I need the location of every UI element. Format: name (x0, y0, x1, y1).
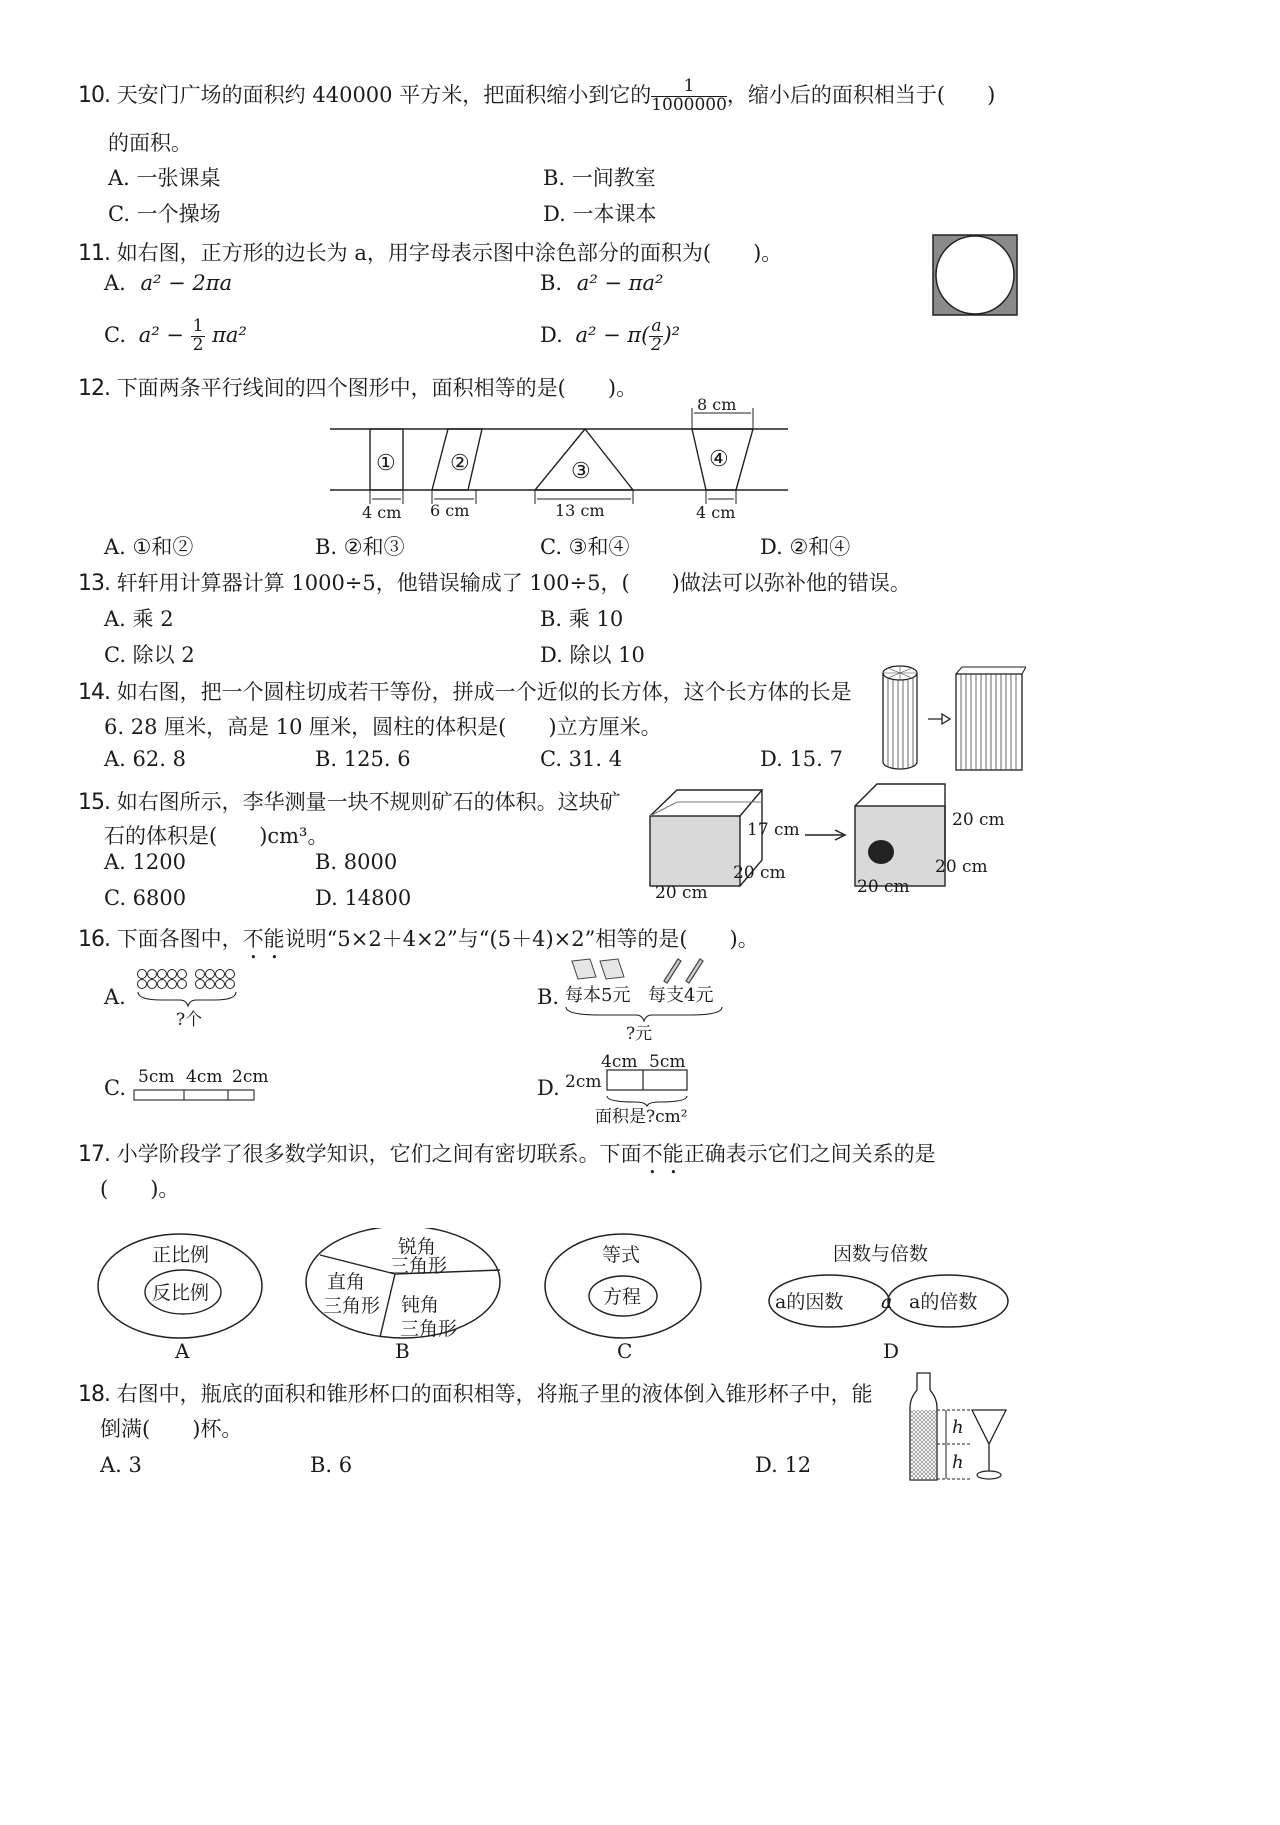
q17-text-post: 正确表示它们之间关系的是 (683, 1142, 936, 1166)
frac-numerator: 1 (192, 316, 204, 336)
top-dim-label: 8 cm (697, 398, 737, 414)
option-letter: C. (104, 322, 126, 347)
q18-option-d[interactable]: D. 12 (755, 1453, 812, 1477)
books-icon (572, 959, 624, 979)
shape-1-label: ① (376, 451, 396, 476)
diagram-c-inner-label: 方程 (603, 1286, 642, 1308)
option-expr: a² − π( (575, 322, 650, 347)
segment-bar (134, 1090, 254, 1100)
right-depth-label: 20 cm (935, 857, 988, 877)
q11-number: 11. (78, 241, 110, 266)
q14-option-d[interactable]: D. 15. 7 (760, 747, 843, 771)
diagram-d-title: 因数与倍数 (833, 1243, 929, 1265)
shape-3-label: ③ (571, 459, 591, 484)
diagram-b (306, 1228, 500, 1363)
diagram-b-right-1: 直角 (327, 1271, 366, 1293)
left-width-label: 20 cm (655, 883, 708, 902)
q11-option-b[interactable] (540, 271, 663, 295)
cone-cup (972, 1410, 1006, 1444)
right-height-label: 20 cm (952, 810, 1005, 830)
q17-stem (78, 1138, 936, 1179)
segment-label-3: 2cm (232, 1067, 269, 1087)
q15-option-a[interactable]: A. 1200 (104, 850, 186, 874)
q14-option-a[interactable]: A. 62. 8 (104, 747, 186, 771)
q14-option-b[interactable]: B. 125. 6 (315, 747, 411, 771)
ore-stone (868, 840, 894, 864)
q12-option-b[interactable]: B. ②和③ (315, 535, 405, 559)
diagram-b-obtuse-1: 钝角 (401, 1294, 440, 1316)
q16-fig-c-segments (132, 1062, 277, 1108)
fig-d-question: 面积是?cm² (595, 1107, 688, 1126)
diagram-d-right-label: a的倍数 (909, 1291, 978, 1313)
q16-option-d[interactable]: D. (537, 1076, 560, 1100)
bottle-liquid (911, 1410, 936, 1479)
diagram-b-letter: B (395, 1339, 410, 1363)
option-fraction (191, 318, 206, 355)
pens-icon (664, 959, 703, 983)
q16-fig-b-books-pens (560, 955, 740, 1045)
fig-b-question: ?元 (626, 1024, 653, 1044)
rect-width-label-1: 4cm (601, 1052, 638, 1072)
option-expr-tail: )² (663, 322, 681, 347)
q15-option-d[interactable]: D. 14800 (315, 886, 412, 910)
q12-option-c[interactable]: C. ③和④ (540, 535, 630, 559)
q10-text-b: ，缩小后的面积相当于( ) (726, 82, 996, 107)
q15-option-b[interactable]: B. 8000 (315, 850, 398, 874)
left-depth-label: 20 cm (733, 863, 786, 883)
q15-option-c[interactable]: C. 6800 (104, 886, 187, 910)
diagram-a-outer-label: 正比例 (152, 1244, 210, 1266)
height-label-bottom: h (952, 1452, 964, 1473)
diagram-b-obtuse-2: 三角形 (400, 1318, 458, 1340)
fig-a-question: ?个 (176, 1010, 203, 1030)
q17-emphasis: 不能 (641, 1142, 684, 1166)
water-right (855, 806, 945, 886)
q10-number: 10. (78, 82, 110, 108)
frac-denominator: 2 (651, 334, 662, 355)
book-price-label: 每本5元 (565, 985, 631, 1006)
frac-denominator: 1000000 (651, 94, 727, 115)
q16-option-c[interactable]: C. (104, 1076, 126, 1100)
q13-option-a[interactable]: A. 乘 2 (104, 607, 174, 631)
option-letter: D. (540, 322, 563, 347)
option-expr: a² − πa² (576, 271, 664, 295)
q10-option-d[interactable]: D. 一本课本 (543, 202, 657, 226)
option-fraction (649, 318, 663, 355)
height-label-top: h (952, 1417, 964, 1438)
pen-price-label: 每支4元 (648, 985, 714, 1006)
diagram-b-acute-1: 锐角 (398, 1236, 437, 1258)
shape-3-base-label: 13 cm (555, 501, 605, 520)
cylinder-slices (888, 677, 913, 769)
frac-numerator: a (651, 316, 662, 336)
q11-text: 如右图，正方形的边长为 a，用字母表示图中涂色部分的面积为( )。 (116, 241, 783, 265)
right-width-label: 20 cm (857, 877, 910, 897)
diagram-d-mid-label: a (881, 1291, 893, 1313)
q10-option-b[interactable]: B. 一间教室 (543, 166, 656, 190)
q13-number: 13. (78, 571, 110, 596)
q15-number: 15. (78, 790, 110, 815)
frac-denominator: 2 (192, 334, 204, 355)
q14-option-c[interactable]: C. 31. 4 (540, 747, 623, 771)
rect-height-label: 2cm (565, 1072, 602, 1092)
q11-option-a[interactable] (104, 271, 232, 295)
cup-base (977, 1471, 1001, 1479)
option-expr-tail: πa² (212, 322, 247, 347)
frac-numerator: 1 (651, 78, 727, 97)
q13-text: 轩轩用计算器计算 1000÷5，他错误输成了 100÷5，( )做法可以弥补他的错误。 (116, 571, 911, 595)
diagram-d (769, 1243, 1008, 1363)
diagram-b-right-2: 三角形 (323, 1295, 381, 1317)
brace (607, 1096, 687, 1106)
option-expr: a² − 2πa (140, 271, 233, 295)
brace (138, 992, 236, 1006)
q10-option-c[interactable]: C. 一个操场 (108, 202, 221, 226)
arrow-right-icon (805, 830, 845, 840)
water-left (650, 816, 740, 886)
q10-text-a: 天安门广场的面积约 440000 平方米，把面积缩小到它的 (116, 82, 652, 107)
q14-cylinder-figure (880, 664, 1026, 772)
shape-2-label: ② (450, 451, 470, 476)
cuboid-top (956, 667, 1026, 674)
diagram-d-letter: D (883, 1339, 900, 1363)
q14-text-b: 6. 28 厘米，高是 10 厘米，圆柱的体积是( )立方厘米。 (104, 715, 662, 739)
q10-option-a[interactable]: A. 一张课桌 (108, 166, 221, 190)
diagram-d-left-label: a的因数 (775, 1291, 844, 1313)
q17-text-pre: 小学阶段学了很多数学知识，它们之间有密切联系。下面 (116, 1142, 642, 1166)
diagram-a-letter: A (175, 1339, 190, 1363)
diagram-c (545, 1234, 701, 1363)
q11-option-d[interactable] (540, 318, 680, 355)
q13-option-d[interactable]: D. 除以 10 (540, 643, 645, 667)
q11-stem (78, 237, 782, 267)
left-height-label: 17 cm (747, 820, 800, 840)
q18-option-b[interactable]: B. 6 (310, 1453, 353, 1477)
segment-label-2: 4cm (186, 1067, 223, 1087)
q18-text-a: 右图中，瓶底的面积和锥形杯口的面积相等，将瓶子里的液体倒入锥形杯子中，能 (116, 1382, 873, 1406)
q14-number: 14. (78, 680, 110, 705)
circle-grid (138, 970, 235, 989)
q16-text-post: 说明“5×2＋4×2”与“(5＋4)×2”相等的是( )。 (284, 927, 759, 951)
q11-option-c[interactable] (104, 318, 247, 355)
q16-text-pre: 下面各图中， (116, 927, 243, 951)
area-rect (607, 1070, 687, 1090)
q16-option-b[interactable]: B. (537, 985, 560, 1009)
option-letter: A. (104, 271, 126, 295)
diagram-c-outer-label: 等式 (602, 1244, 641, 1266)
q13-option-b[interactable]: B. 乘 10 (540, 607, 624, 631)
option-letter: B. (540, 271, 563, 295)
brace (566, 1007, 722, 1021)
option-expr: a² − (138, 322, 184, 347)
q18-stem (78, 1378, 873, 1408)
q12-option-a[interactable]: A. ①和② (104, 535, 194, 559)
q18-number: 18. (78, 1382, 110, 1407)
cylinder-top-rays (883, 666, 917, 680)
q18-option-a[interactable]: A. 3 (100, 1453, 142, 1477)
q17-relation-diagrams (95, 1228, 1040, 1368)
diagram-a-inner-label: 反比例 (152, 1282, 210, 1304)
q10-text-c: 的面积。 (108, 131, 192, 155)
q17-text-b: ( )。 (100, 1177, 180, 1201)
q16-option-a[interactable]: A. (104, 985, 126, 1009)
q11-square-circle-figure (932, 234, 1018, 316)
q12-text: 下面两条平行线间的四个图形中，面积相等的是( )。 (116, 376, 638, 400)
q14-stem (78, 676, 852, 706)
diagram-a (98, 1234, 262, 1363)
diagram-c-letter: C (617, 1339, 633, 1363)
q17-number: 17. (78, 1142, 110, 1167)
shape-4-label: ④ (709, 447, 729, 472)
q12-number: 12. (78, 376, 110, 401)
q18-bottle-cup-figure (900, 1368, 1012, 1484)
shape-2-base-label: 6 cm (430, 501, 470, 520)
q10-stem (78, 78, 995, 115)
q14-text-a: 如右图，把一个圆柱切成若干等份，拼成一个近似的长方体，这个长方体的长是 (116, 680, 852, 704)
rect-width-label-2: 5cm (649, 1052, 686, 1072)
q15-text-a: 如右图所示，李华测量一块不规则矿石的体积。这块矿 (116, 790, 621, 814)
q15-container-figure (645, 780, 1045, 902)
shape-1-base-label: 4 cm (362, 503, 402, 522)
q18-text-b: 倒满( )杯。 (100, 1417, 243, 1441)
q15-stem (78, 786, 621, 816)
q16-fig-a-circles (136, 968, 264, 1030)
diagram-b-acute-2: 三角形 (390, 1255, 448, 1277)
q12-option-d[interactable]: D. ②和④ (760, 535, 851, 559)
q16-fig-d-rectangles (565, 1048, 725, 1126)
shape-4-base-label: 4 cm (696, 503, 736, 522)
q13-stem (78, 567, 911, 597)
q15-text-b: 石的体积是( )cm³。 (104, 824, 329, 848)
q10-fraction (651, 78, 727, 115)
q13-option-c[interactable]: C. 除以 2 (104, 643, 195, 667)
q16-number: 16. (78, 927, 110, 952)
q12-parallel-figure (330, 398, 800, 523)
arrow-right-icon (928, 714, 950, 724)
inscribed-circle (936, 236, 1014, 314)
q16-emphasis: 不能 (242, 927, 285, 951)
segment-label-1: 5cm (138, 1067, 175, 1087)
